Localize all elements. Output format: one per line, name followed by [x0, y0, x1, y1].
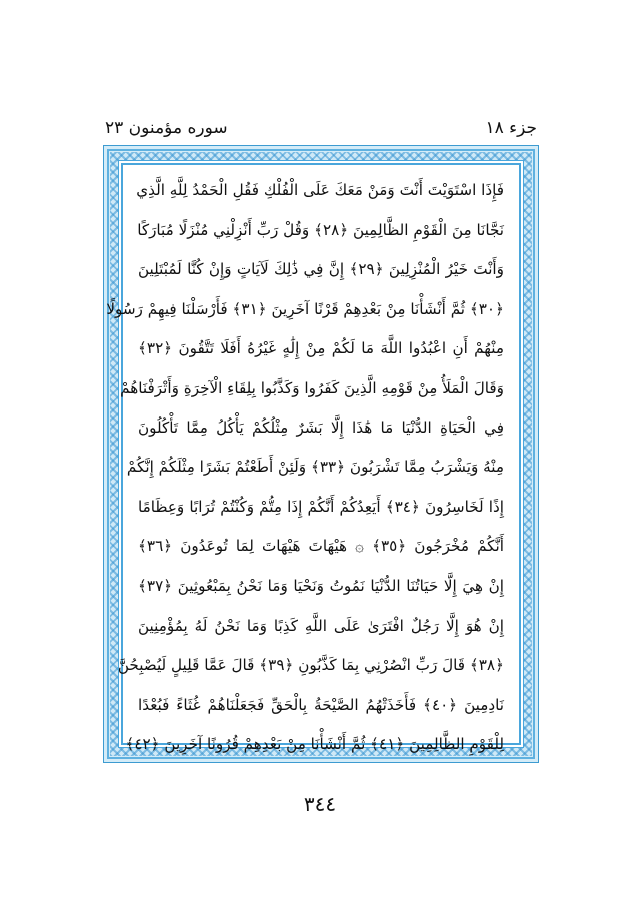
verse-line: فِي الْحَيَاةِ الدُّنْيَا مَا هَٰذَا إِلَّا بَشَرٌ مِثْلُكُمْ يَأْكُلُ مِمَّا تَأْكُلُونَ	[138, 418, 504, 437]
verse-line: فَإِذَا اسْتَوَيْتَ أَنْتَ وَمَنْ مَعَكَ عَلَى الْفُلْكِ فَقُلِ الْحَمْدُ لِلَّهِ الَّذِي	[136, 181, 504, 199]
juz-label: جزء ١٨	[485, 118, 537, 138]
ornamental-frame	[103, 145, 539, 763]
verse-line: نَجَّانَا مِنَ الْقَوْمِ الظَّالِمِينَ ﴿٢٨﴾ وَقُلْ رَبِّ أَنْزِلْنِي مُنْزَلًا مُبَارَكًا	[137, 220, 504, 239]
verse-line: ﴿٣٨﴾ قَالَ رَبِّ انْصُرْنِي بِمَا كَذَّبُونِ ﴿٣٩﴾ قَالَ عَمَّا قَلِيلٍ لَيُصْبِحُنَّ	[117, 656, 504, 675]
verse-lines	[106, 171, 505, 754]
verse-line: إِذًا لَخَاسِرُونَ ﴿٣٤﴾ أَيَعِدُكُمْ أَنَّكُمْ إِذَا مِتُّمْ وَكُنْتُمْ تُرَابًا وَعِظَامًا	[138, 497, 504, 516]
surah-label: سوره مؤمنون ٢٣	[105, 118, 228, 138]
verse-line: أَنَّكُمْ مُخْرَجُونَ ﴿٣٥﴾ ۞ هَيْهَاتَ هَيْهَاتَ لِمَا تُوعَدُونَ ﴿٣٦﴾	[138, 537, 505, 556]
verse-line: مِنْهُمْ أَنِ اعْبُدُوا اللَّهَ مَا لَكُمْ مِنْ إِلَٰهٍ غَيْرُهُ أَفَلَا تَتَّقُونَ ﴿٣٢﴾	[138, 339, 504, 358]
verse-line: إِنْ هُوَ إِلَّا رَجُلٌ افْتَرَىٰ عَلَى اللَّهِ كَذِبًا وَمَا نَحْنُ لَهُ بِمُؤْمِنِينَ	[138, 616, 504, 635]
verse-line: إِنْ هِيَ إِلَّا حَيَاتُنَا الدُّنْيَا نَمُوتُ وَنَحْيَا وَمَا نَحْنُ بِمَبْعُوثِينَ ﴿٣٧﴾	[138, 576, 504, 595]
verse-line: ﴿٣٠﴾ ثُمَّ أَنْشَأْنَا مِنْ بَعْدِهِمْ قَرْنًا آخَرِينَ ﴿٣١﴾ فَأَرْسَلْنَا فِيهِمْ رَسُولًا	[106, 299, 504, 318]
page-header	[105, 118, 537, 144]
verse-line: نَادِمِينَ ﴿٤٠﴾ فَأَخَذَتْهُمُ الصَّيْحَةُ بِالْحَقِّ فَجَعَلْنَاهُمْ غُثَاءً فَبُعْدًا	[138, 695, 504, 714]
verse-line: وَأَنْتَ خَيْرُ الْمُنْزِلِينَ ﴿٢٩﴾ إِنَّ فِي ذَٰلِكَ لَآيَاتٍ وَإِنْ كُنَّا لَمُبْتَلِينَ	[138, 260, 504, 279]
verse-line: وَقَالَ الْمَلَأُ مِنْ قَوْمِهِ الَّذِينَ كَفَرُوا وَكَذَّبُوا بِلِقَاءِ الْآخِرَةِ وَأَتْرَفْنَاهُمْ	[120, 378, 504, 397]
verse-line: لِلْقَوْمِ الظَّالِمِينَ ﴿٤١﴾ ثُمَّ أَنْشَأْنَا مِنْ بَعْدِهِمْ قُرُونًا آخَرِينَ ﴿٤٢﴾	[125, 735, 504, 754]
verse-line: مِنْهُ وَيَشْرَبُ مِمَّا تَشْرَبُونَ ﴿٣٣﴾ وَلَئِنْ أَطَعْتُمْ بَشَرًا مِثْلَكُمْ إِنَّكُمْ	[126, 458, 504, 477]
page-number: ٣٤٤	[303, 792, 337, 816]
text-panel	[106, 163, 521, 754]
